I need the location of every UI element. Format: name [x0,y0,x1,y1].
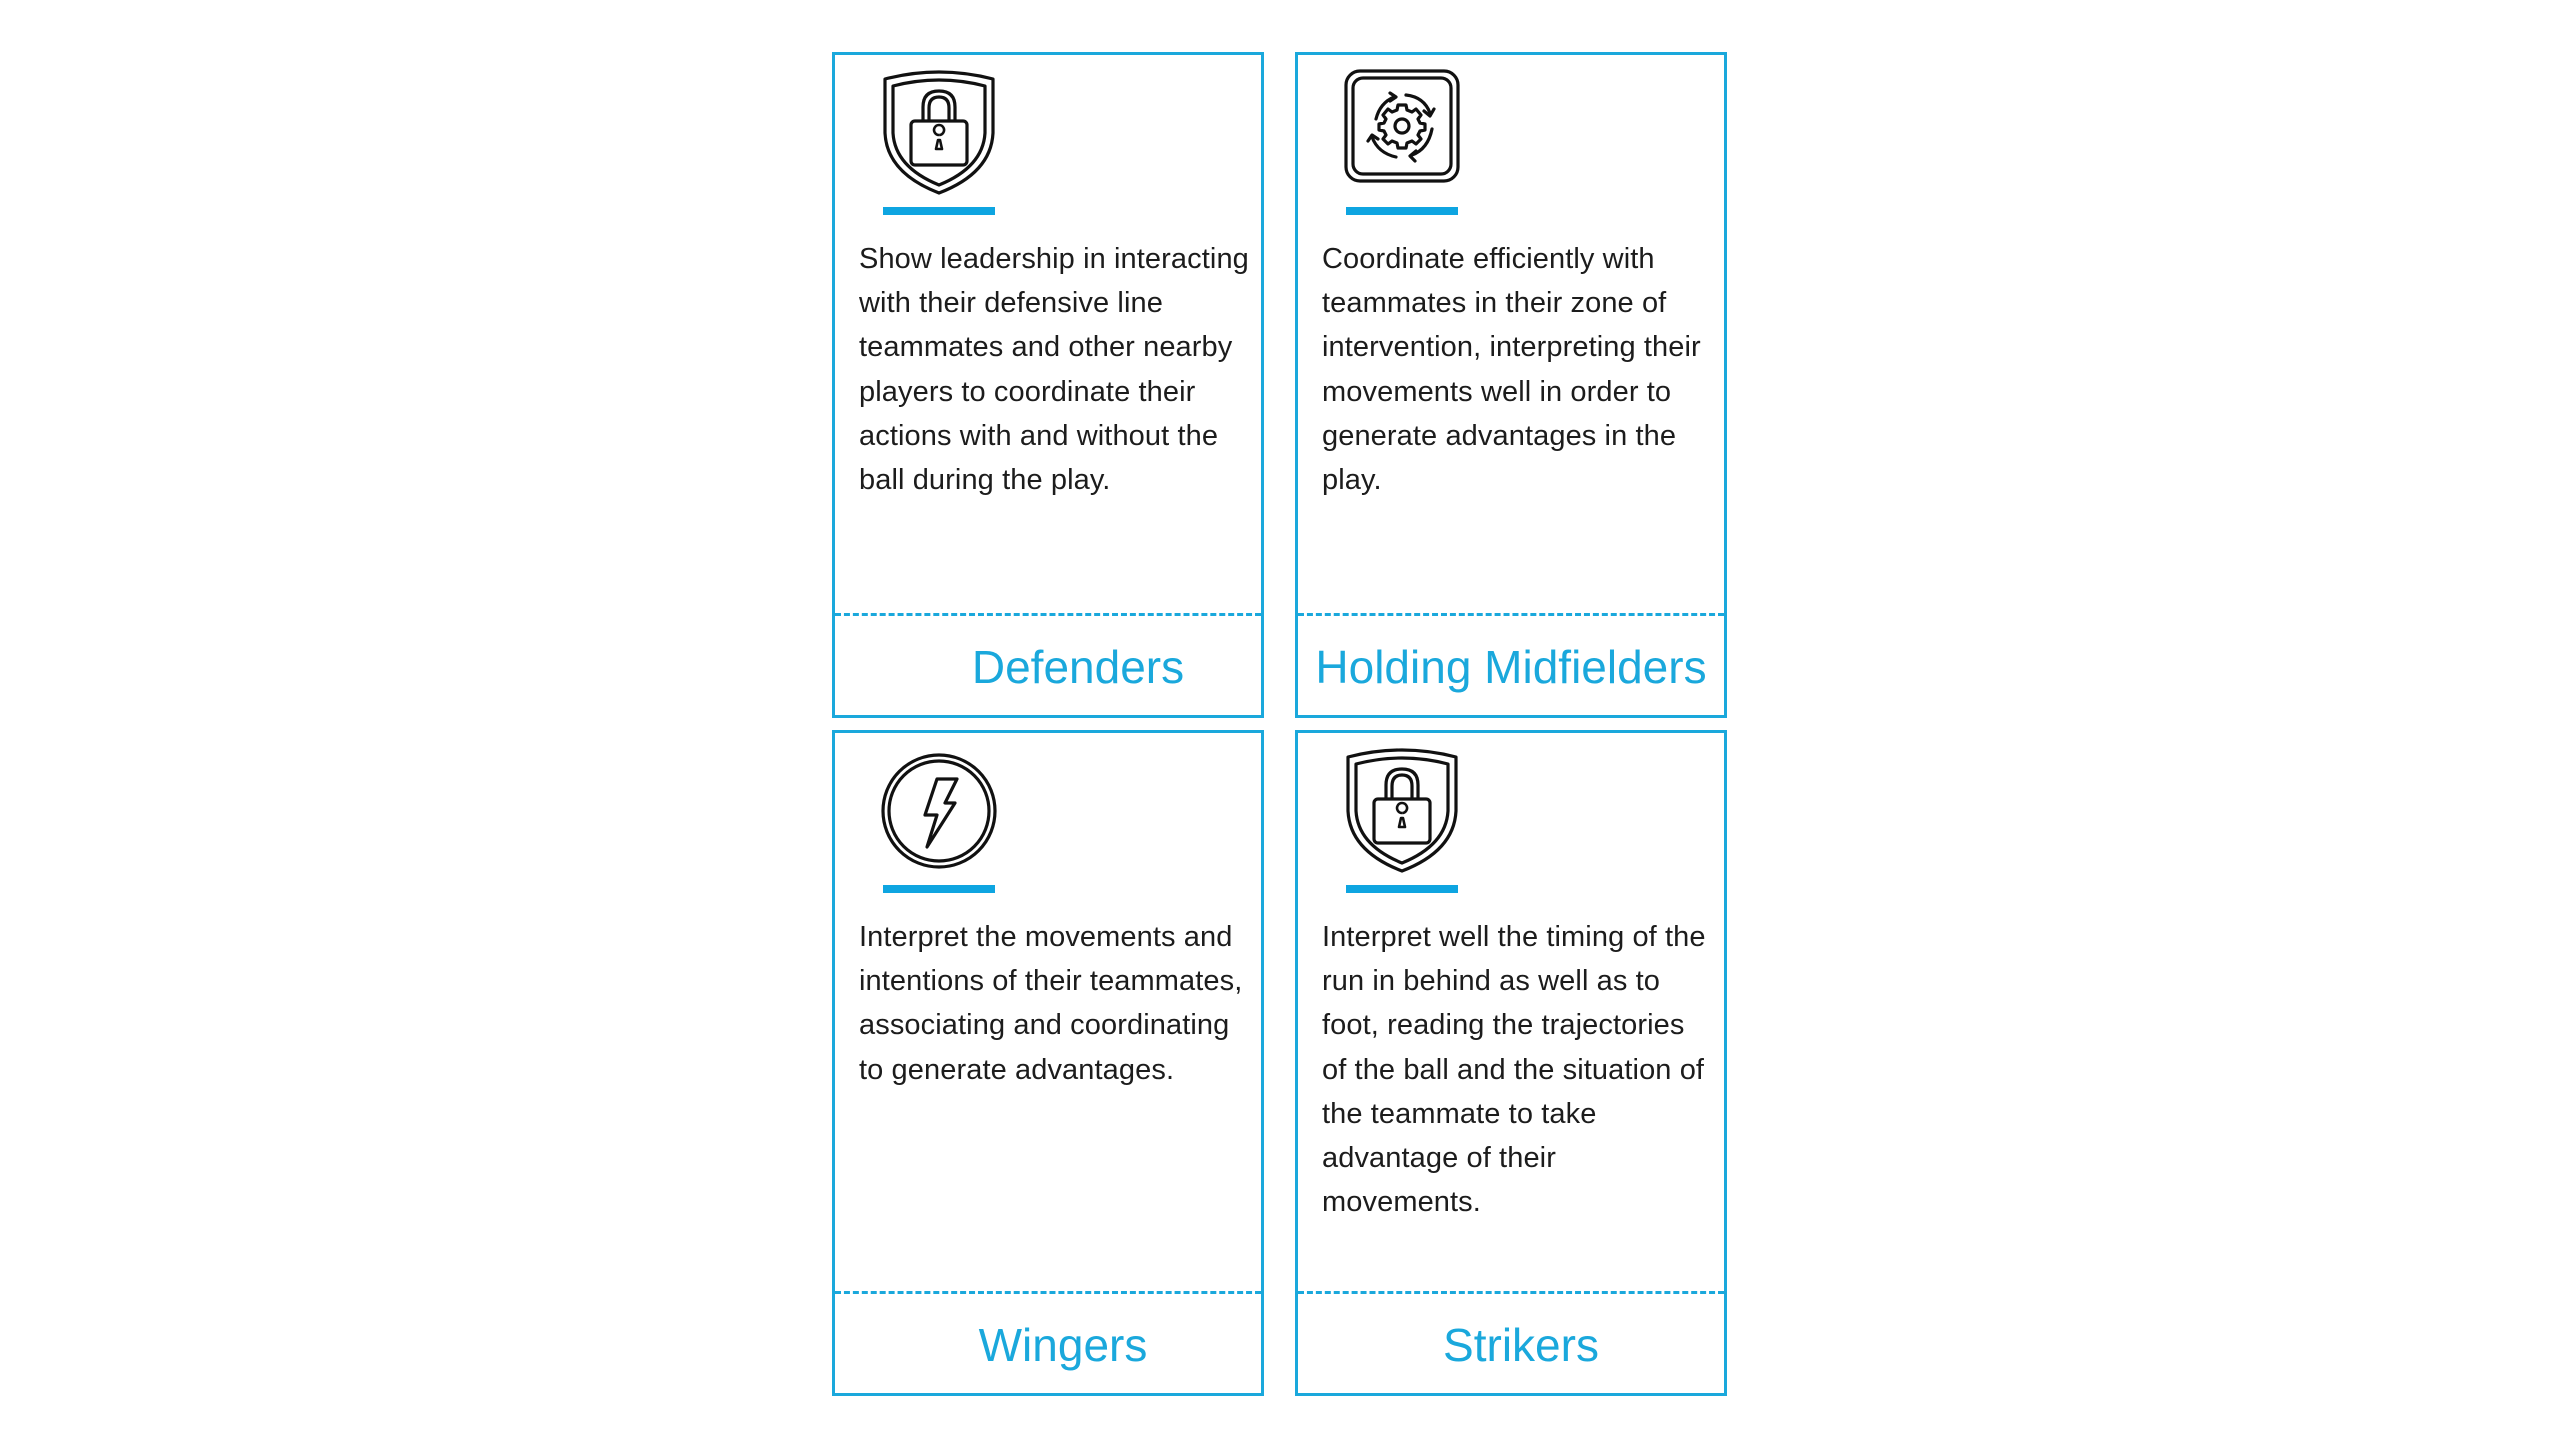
card-description: Interpret well the timing of the run in behind as well as to foot, reading the trajectories of the ball and the situation of the teammate to take advantage of their movements. [1322,921,1706,1219]
dashed-divider [1298,1291,1724,1294]
card-description: Show leadership in interacting with their defensive line teammates and other nearby players to coordinate their actions with and without the ball during the play. [859,243,1249,497]
card-description: Coordinate efficiently with teammates in their zone of intervention, interpreting their movements well in order to generate advantages in the play. [1322,243,1701,497]
dashed-divider [1298,613,1724,616]
card-strikers [1295,730,1727,1396]
accent-bar [1346,207,1458,215]
dashed-divider [835,613,1261,616]
card-label: Defenders [971,641,1185,693]
accent-bar [883,885,995,893]
card-holding-midfielders [1295,52,1727,718]
lightning-bolt-icon [881,747,997,873]
card-defenders [832,52,1264,718]
accent-bar [883,207,995,215]
shield-lock-icon [1344,747,1460,873]
shield-lock-icon [881,69,997,195]
card-wingers [832,730,1264,1396]
card-label: Wingers [978,1319,1148,1371]
gear-cycle-icon [1344,69,1460,195]
card-description: Interpret the movements and intentions of their teammates, associating and coordinating to generate advantages. [859,921,1243,1086]
dashed-divider [835,1291,1261,1294]
accent-bar [1346,885,1458,893]
card-label: Strikers [1443,1319,1599,1371]
card-label: Holding Midfielders [1315,641,1707,693]
